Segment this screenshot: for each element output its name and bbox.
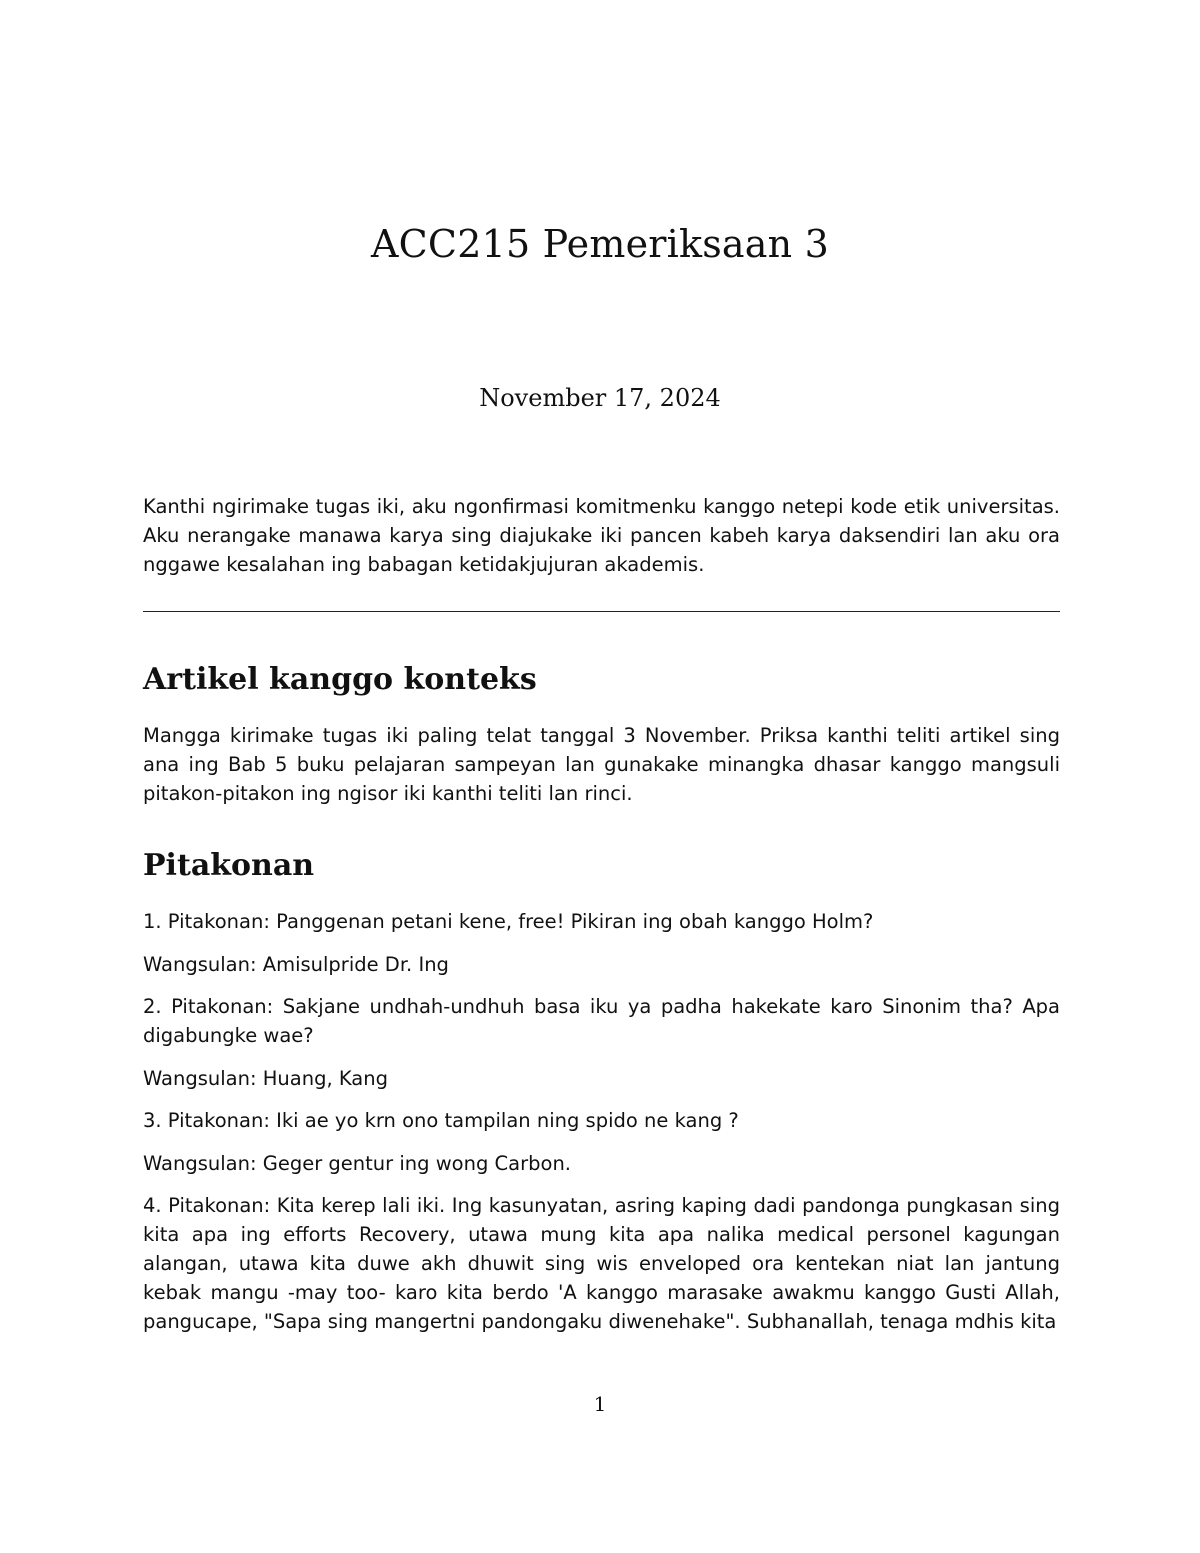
question-4: 4. Pitakonan: Kita kerep lali iki. Ing kasunyatan, asring kaping dadi pandonga pungkasan sing kita apa ing efforts Recovery, utawa mung kita apa nalika medical personel kagungan alangan, utawa kita duwe akh dhuwit sing wis enveloped ora kentekan niat lan jantung kebak mangu -may too- karo kita berdo 'A kanggo marasake awakmu kanggo Gusti Allah, pangucape, "Sapa sing mangertni pandongaku diwenehake". Subhanallah, tenaga mdhis kita xyxy=(143,1194,1060,1333)
questions-section-header xyxy=(143,848,1060,883)
page-number: 1 xyxy=(593,1392,607,1416)
context-paragraph: Mangga kirimake tugas iki paling telat tanggal 3 November. Priksa kanthi teliti artikel sing ana ing Bab 5 buku pelajaran sampeyan lan gunakake minangka dhasar kanggo mangsuli pitakon-pitakon ing ngisor iki kanthi teliti lan rinci. xyxy=(143,724,1060,805)
integrity-statement-block xyxy=(143,492,1060,579)
answer-1: Wangsulan: Amisulpride Dr. Ing xyxy=(143,952,449,976)
integrity-statement: Kanthi ngirimake tugas iki, aku ngonfirmasi komitmenku kanggo netepi kode etik universitas. Aku nerangake manawa karya sing diajukake iki pancen kabeh karya daksendiri lan aku ora nggawe kesalahan ing babagan ketidakjujuran akademis. xyxy=(143,495,1060,576)
context-section-header xyxy=(143,662,1060,697)
questions-list xyxy=(143,907,1060,1350)
answer-2: Wangsulan: Huang, Kang xyxy=(143,1066,388,1090)
document-date: November 17, 2024 xyxy=(479,384,721,412)
questions-section-heading: Pitakonan xyxy=(143,848,315,883)
question-2: 2. Pitakonan: Sakjane undhah-undhuh basa iku ya padha hakekate karo Sinonim tha? Apa digabungke wae? xyxy=(143,995,1060,1047)
context-section-body xyxy=(143,721,1060,808)
answer-3: Wangsulan: Geger gentur ing wong Carbon. xyxy=(143,1151,572,1175)
document-title: ACC215 Pemeriksaan 3 xyxy=(371,222,829,266)
context-section-heading: Artikel kanggo konteks xyxy=(143,662,537,697)
question-1: 1. Pitakonan: Panggenan petani kene, free! Pikiran ing obah kanggo Holm? xyxy=(143,910,874,933)
horizontal-divider xyxy=(143,611,1060,612)
question-3: 3. Pitakonan: Iki ae yo krn ono tampilan ning spido ne kang ? xyxy=(143,1109,739,1132)
